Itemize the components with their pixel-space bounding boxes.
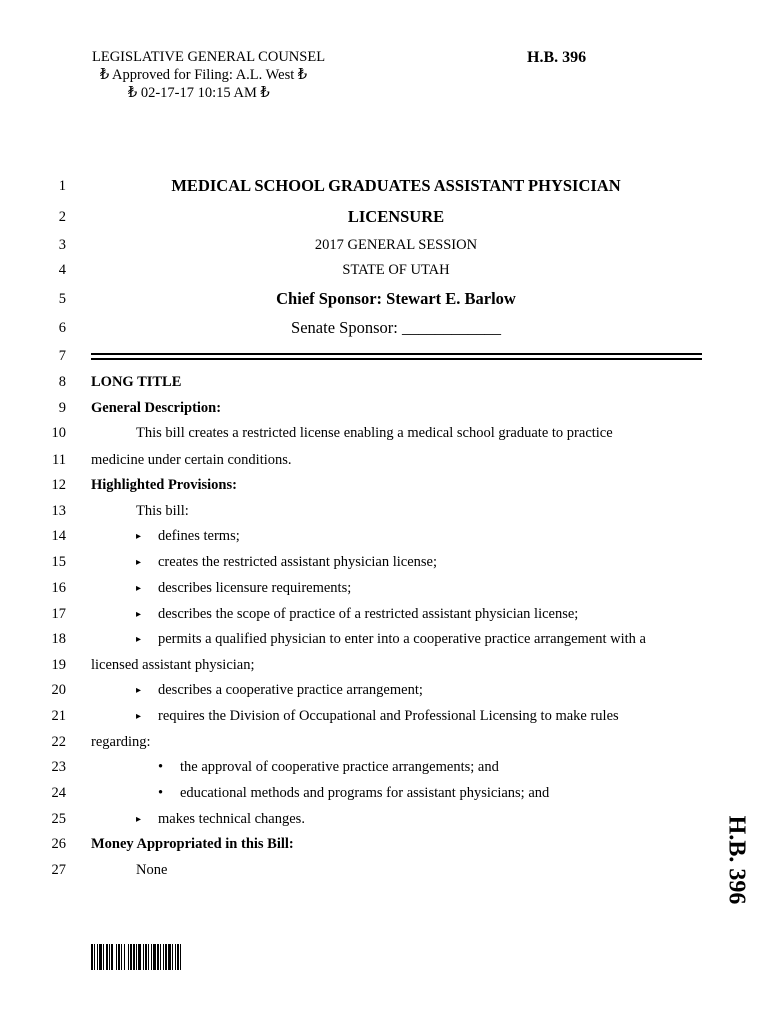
line-7 [0,346,770,366]
line-number: 10 [51,425,66,441]
barcode-bar [151,944,152,970]
barcode-bar [163,944,164,970]
sub-provision-item [158,757,499,777]
line-number: 6 [58,320,66,336]
line-number: 24 [51,785,66,801]
barcode-bar [118,944,120,970]
triangle-bullet-icon: ▸ [136,557,142,568]
barcode-bar [130,944,132,970]
line-number: 9 [58,400,66,416]
line-number: 22 [51,734,66,750]
line-number: 18 [51,631,66,647]
divider-rule-top [91,353,702,355]
triangle-bullet-icon: ▸ [136,711,142,722]
barcode-bar [175,944,176,970]
line-12 [0,475,770,495]
barcode-bar [145,944,147,970]
filing-timestamp: ₺ 02-17-17 10:15 AM ₺ [128,85,270,101]
line-number: 19 [51,657,66,673]
barcode-bar [128,944,129,970]
line-number: 26 [51,836,66,852]
general-description-heading: General Description: [91,400,222,416]
barcode-bar [168,944,171,970]
provision-item [136,706,619,727]
state-label: STATE OF UTAH [342,262,450,278]
provision-text: creates the restricted assistant physician license; [158,554,438,570]
provision-continuation: licensed assistant physician; [91,657,255,673]
line-25 [0,809,770,829]
barcode-bar [97,944,98,970]
line-10 [0,423,770,443]
barcode-bar [99,944,102,970]
line-14 [0,526,770,546]
barcode-icon [91,944,231,970]
line-3 [0,235,770,255]
triangle-bullet-icon: ▸ [136,634,142,645]
line-number: 4 [58,262,66,278]
line-20 [0,680,770,700]
line-number: 17 [51,606,66,622]
line-number: 3 [58,237,66,253]
provision-text: makes technical changes. [158,811,305,827]
line-5 [0,289,770,309]
provision-item [136,629,646,650]
divider-rule-bottom [91,358,702,360]
barcode-bar [116,944,117,970]
line-number: 23 [51,759,66,775]
general-description-text: medicine under certain conditions. [91,452,292,468]
barcode-bar [160,944,161,970]
line-number: 14 [51,528,66,544]
barcode-bar [177,944,179,970]
barcode-bar [133,944,135,970]
triangle-bullet-icon: ▸ [136,531,142,542]
barcode-bar [138,944,141,970]
barcode-bar [148,944,149,970]
provision-text: defines terms; [158,528,240,544]
line-number: 15 [51,554,66,570]
line-8 [0,372,770,392]
provision-item [136,578,351,599]
line-number: 13 [51,503,66,519]
provision-text: educational methods and programs for assistant physicians; and [180,785,550,801]
barcode-bar [103,944,104,970]
barcode-bar [94,944,95,970]
provision-text: describes the scope of practice of a restricted assistant physician license; [158,606,579,622]
filing-header [92,48,325,102]
line-number: 20 [51,682,66,698]
triangle-bullet-icon: ▸ [136,685,142,696]
line-16 [0,578,770,598]
provision-text: describes licensure requirements; [158,580,352,596]
provision-continuation: regarding: [91,734,151,750]
triangle-bullet-icon: ▸ [136,583,142,594]
general-description-text: This bill creates a restricted license enabling a medical school graduate to practice [136,425,613,441]
session-label: 2017 GENERAL SESSION [314,237,478,253]
barcode-bar [106,944,108,970]
counsel-label: LEGISLATIVE GENERAL COUNSEL [92,49,326,65]
bill-title-line-1: MEDICAL SCHOOL GRADUATES ASSISTANT PHYSICIAN [171,176,621,195]
barcode-bar [157,944,159,970]
line-number: 8 [58,374,66,390]
provision-text: requires the Division of Occupational and Professional Licensing to make rules [158,708,619,724]
line-2 [0,207,770,227]
side-bill-number-text: H.B. 396 [723,815,750,905]
line-number: 27 [51,862,66,878]
line-number: 1 [58,178,66,194]
line-number: 21 [51,708,66,724]
line-6 [0,318,770,338]
senate-sponsor: Senate Sponsor: ____________ [291,318,501,337]
provision-item [136,552,437,573]
triangle-bullet-icon: ▸ [136,814,142,825]
line-number: 25 [51,811,66,827]
line-number: 5 [58,291,66,307]
line-number: 7 [58,348,66,364]
barcode-bar [153,944,156,970]
line-number: 11 [52,452,66,468]
triangle-bullet-icon: ▸ [136,609,142,620]
long-title-heading: LONG TITLE [91,374,182,390]
chief-sponsor: Chief Sponsor: Stewart E. Barlow [276,289,516,308]
side-bill-number [716,805,756,915]
line-15 [0,552,770,572]
line-24 [0,783,770,803]
line-17 [0,604,770,624]
highlighted-provisions-heading: Highlighted Provisions: [91,477,237,493]
line-19 [0,655,770,675]
bill-number: H.B. 396 [527,49,587,66]
provision-item [136,526,240,547]
provision-item [136,809,305,830]
line-23 [0,757,770,777]
barcode-bar [172,944,173,970]
money-appropriated-heading: Money Appropriated in this Bill: [91,836,294,852]
line-1 [0,176,770,196]
barcode-bar [109,944,110,970]
line-4 [0,260,770,280]
provision-text: permits a qualified physician to enter into a cooperative practice arrangement with a [158,631,646,647]
money-appropriated-value: None [136,862,168,878]
sub-provision-item [158,783,549,803]
line-number: 2 [58,209,66,225]
dot-bullet-icon: • [158,785,164,801]
this-bill-label: This bill: [136,503,189,519]
line-number: 16 [51,580,66,596]
line-13 [0,501,770,521]
barcode-bar [124,944,125,970]
line-11 [0,450,770,470]
provision-text: describes a cooperative practice arrangement; [158,682,423,698]
line-26 [0,834,770,854]
line-number: 12 [51,477,66,493]
line-18 [0,629,770,649]
barcode-bar [121,944,122,970]
approval-stamp: ₺ Approved for Filing: A.L. West ₺ [100,67,308,83]
provision-item [136,604,578,625]
barcode-bar [180,944,181,970]
line-9 [0,398,770,418]
barcode-bar [91,944,93,970]
line-21 [0,706,770,726]
line-22 [0,732,770,752]
barcode-bar [143,944,144,970]
provision-text: the approval of cooperative practice arrangements; and [180,759,499,775]
barcode-bar [165,944,167,970]
dot-bullet-icon: • [158,759,164,775]
line-27 [0,860,770,880]
barcode-bar [111,944,113,970]
provision-item [136,680,423,701]
bill-title-line-2: LICENSURE [347,207,445,226]
barcode-bar [136,944,137,970]
